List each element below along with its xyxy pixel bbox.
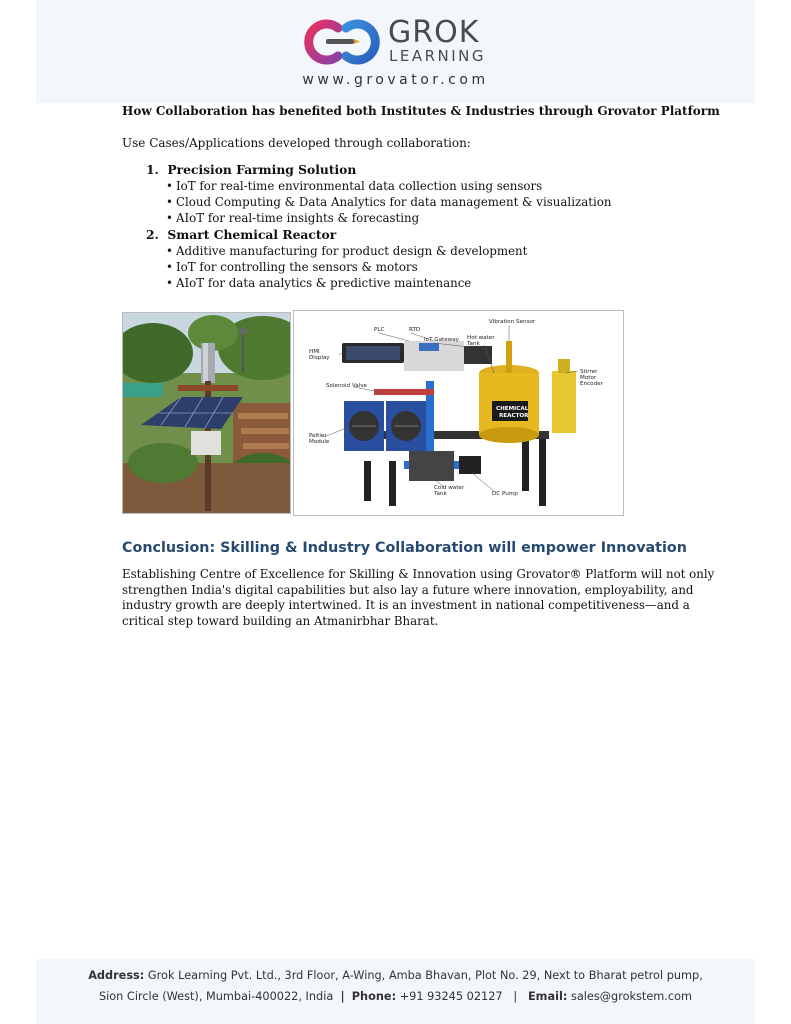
diagram-label-hmi-display: Display	[309, 355, 330, 361]
diagram-label-hot-water-tank: Tank	[467, 341, 480, 347]
footer-separator: |	[513, 990, 518, 1003]
list-item: • IoT for real-time environmental data collection using sensors	[176, 179, 542, 193]
diagram-label-plc: PLC	[374, 327, 385, 333]
phone-number[interactable]: +91 93245 02127	[399, 990, 503, 1003]
website-url[interactable]: www.grovator.com	[302, 72, 489, 88]
email-label: Email:	[527, 990, 568, 1003]
address-label: Address:	[88, 969, 145, 982]
conclusion-line: Establishing Centre of Excellence for Skilling & Innovation using Grovator® Platform will not only	[122, 567, 715, 581]
logo-subword: LEARNING	[389, 47, 487, 65]
diagram-label-rtd: RTD	[409, 327, 421, 333]
conclusion-title: Conclusion: Skilling & Industry Collaboration will empower Innovation	[122, 540, 687, 556]
grok-logo-icon	[298, 18, 388, 66]
list-item: • IoT for controlling the sensors & motors	[176, 260, 418, 274]
diagram-label-reactor: REACTOR	[499, 413, 529, 419]
diagram-label-vibration-sensor: Vibration Sensor	[489, 319, 536, 325]
list-item: • AIoT for real-time insights & forecasting	[176, 211, 419, 225]
phone-label: Phone:	[351, 990, 397, 1003]
conclusion-line: critical step toward building an Atmanirbhar Bharat.	[122, 613, 439, 628]
diagram-label-cold-water: Cold water	[434, 485, 465, 491]
section-title-precision-farming: 1. Precision Farming Solution	[146, 162, 357, 177]
list-item: • AIoT for data analytics & predictive maintenance	[176, 276, 471, 290]
diagram-label-solenoid-valve: Solenoid Valve	[326, 383, 367, 389]
diagram-label-hot-water: Hot water	[467, 335, 495, 341]
footer-contact-line	[0, 990, 791, 1003]
diagram-label-encoder: Encoder	[580, 381, 603, 387]
address-text: Grok Learning Pvt. Ltd., 3rd Floor, A-Wing, Amba Bhavan, Plot No. 29, Next to Bharat petrol pump,	[147, 969, 703, 982]
diagram-label-iot-gateway: IoT Gateway	[424, 337, 459, 343]
diagram-label-peltier: Peltier	[309, 433, 327, 439]
diagram-label-motor: Motor	[580, 375, 597, 381]
section-title-smart-chemical-reactor: 2. Smart Chemical Reactor	[146, 227, 337, 242]
chemical-reactor-diagram	[293, 310, 624, 516]
diagram-label-stirrer: Stirrer	[580, 369, 598, 375]
list-item: • Cloud Computing & Data Analytics for data management & visualization	[176, 195, 611, 209]
conclusion-paragraph	[122, 567, 715, 629]
diagram-label-hmi: HMI	[309, 349, 320, 355]
logo-wordmark: GROK	[388, 15, 480, 50]
intro-text: Use Cases/Applications developed through collaboration:	[122, 136, 471, 150]
footer-separator: |	[340, 990, 345, 1003]
conclusion-line: strengthen India's digital capabilities but also lay a future where innovation, employability, and	[122, 582, 694, 597]
diagram-label-module: Module	[309, 439, 330, 445]
footer-address-line	[0, 969, 791, 982]
email-address[interactable]: sales@grokstem.com	[570, 990, 693, 1003]
page-heading: How Collaboration has benefited both Institutes & Industries through Grovator Platform	[122, 104, 720, 118]
conclusion-line: industry growth are deeply intertwined. It is an investment in national competitiveness—and a	[122, 598, 690, 612]
diagram-label-chemical: CHEMICAL	[496, 406, 529, 412]
diagram-label-cold-water-tank: Tank	[434, 491, 447, 497]
address-text-cont: Sion Circle (West), Mumbai-400022, India	[98, 990, 334, 1003]
diagram-label-dc-pump: DC Pump	[492, 491, 518, 497]
precision-farming-photo	[122, 312, 291, 514]
list-item: • Additive manufacturing for product design & development	[176, 244, 527, 258]
